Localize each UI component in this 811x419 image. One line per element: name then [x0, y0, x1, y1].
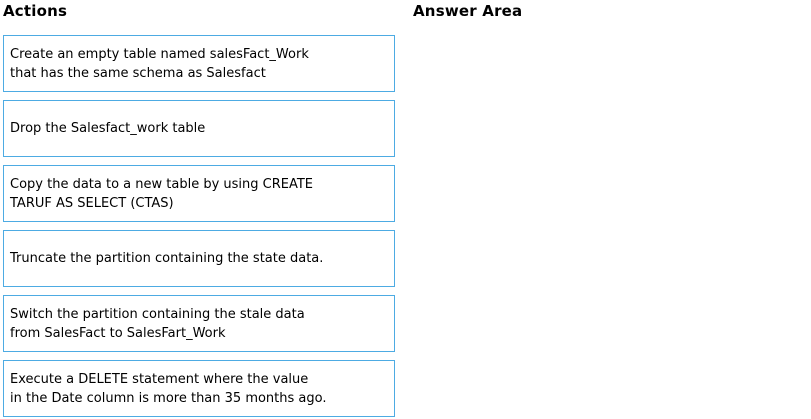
action-card-text: that has the same schema as Salesfact — [10, 65, 266, 81]
answer-area-header: Answer Area — [413, 2, 523, 20]
action-card-text: Copy the data to a new table by using CREATE — [10, 176, 314, 192]
action-card-text: TARUF AS SELECT (CTAS) — [10, 195, 174, 211]
action-card-switch-partition[interactable] — [3, 295, 395, 352]
action-card-text: in the Date column is more than 35 months ago. — [10, 390, 327, 406]
action-card-text: Drop the Salesfact_work table — [10, 121, 206, 136]
action-card-create-empty-table[interactable] — [3, 35, 395, 92]
action-card-text: from SalesFact to SalesFart_Work — [10, 325, 226, 341]
actions-header: Actions — [3, 2, 68, 20]
answer-area-column[interactable] — [413, 2, 811, 35]
actions-column — [3, 2, 395, 417]
action-card-text: Execute a DELETE statement where the value — [10, 371, 309, 387]
action-card-copy-data-ctas[interactable] — [3, 165, 395, 222]
action-card-truncate-partition[interactable] — [3, 230, 395, 287]
action-card-text: Truncate the partition containing the state data. — [10, 251, 324, 266]
action-card-execute-delete[interactable] — [3, 360, 395, 417]
two-column-layout — [3, 2, 811, 417]
action-card-text: Create an empty table named salesFact_Work — [10, 46, 309, 62]
action-card-text: Switch the partition containing the stale data — [10, 306, 305, 322]
action-card-drop-table[interactable] — [3, 100, 395, 157]
